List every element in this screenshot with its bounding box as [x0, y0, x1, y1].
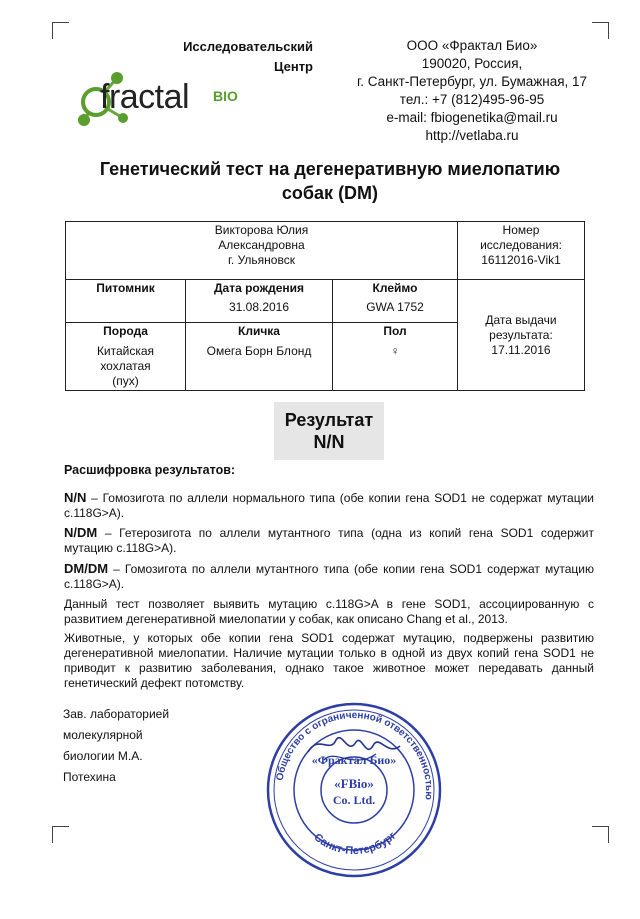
svg-text:«Фрактал Био»: «Фрактал Био» — [311, 753, 397, 767]
svg-text:Общество с ограниченной ответс: Общество с ограниченной ответственностью — [274, 709, 435, 801]
info-table — [65, 221, 585, 391]
corner-mark — [592, 826, 609, 843]
study-number-cell: Номер исследования: 16112016-Vik1 — [458, 222, 585, 280]
address-street: г. Санкт-Петербург, ул. Бумажная, 17 — [356, 74, 588, 89]
result-value: N/N — [313, 432, 345, 452]
research-center-label: Исследовательский Центр — [183, 39, 313, 74]
decode-paragraph-2: Животные, у которых обе копии гена SOD1 содержат мутацию, подвержены развитию дегенеративной миелопатии. Наличие мутации только в одной из двух копий гена SOD1 не приводит к развитию заболевания, однако такое животное может передавать данный генетический дефект потомству. — [64, 631, 594, 690]
brand-cell: Клеймо GWA 1752 — [333, 280, 458, 323]
issue-date-cell: Дата выдачи результата: 17.11.2016 — [458, 280, 585, 391]
kennel-cell: Питомник — [66, 280, 186, 323]
decode-item-nn: N/N – Гомозигота по аллели нормального типа (обе копии гена SOD1 не содержат мутации c.118G>A). — [64, 490, 594, 520]
page-title: Генетический тест на дегенеративную миелопатию собак (DM) — [99, 159, 561, 203]
company-address — [322, 37, 622, 145]
result-label: Результат — [284, 410, 374, 430]
svg-text:Санкт-Петербург: Санкт-Петербург — [311, 829, 399, 858]
svg-text:Co. Ltd.: Co. Ltd. — [332, 793, 376, 807]
table-row — [66, 280, 585, 323]
website: http://vetlaba.ru — [425, 128, 519, 143]
birth-date-cell: Дата рождения 31.08.2016 — [186, 280, 333, 323]
decode-paragraph-1: Данный тест позволяет выявить мутацию c.118G>A в гене SOD1, ассоциированную с развитием дегенеративной миелопатии у собак, как описано Chang et al., 2013. — [64, 597, 594, 626]
address-postcode: 190020, Россия, — [421, 56, 523, 71]
stamp-seal-icon — [264, 700, 444, 880]
corner-mark — [52, 826, 69, 843]
svg-text:«FBio»: «FBio» — [334, 776, 374, 791]
owner-cell: Викторова Юлия Александровна г. Ульяновск — [66, 222, 458, 280]
decode-item-ndm: N/DM – Гетерозигота по аллели мутантного типа (одна из копий гена SOD1 содержит мутацию c.118G>A). — [64, 525, 594, 555]
sex-cell: Пол ♀ — [333, 323, 458, 391]
breed-cell: Порода Китайская хохлатая (пух) — [66, 323, 186, 391]
decode-item-dmdm: DM/DM – Гомозигота по аллели мутантного типа (обе копии гена SOD1 содержат мутацию c.118G>A). — [64, 561, 594, 591]
company-name: ООО «Фрактал Био» — [406, 38, 538, 53]
corner-mark — [52, 22, 69, 39]
email: e-mail: fbiogenetika@mail.ru — [386, 110, 558, 125]
company-stamp — [264, 700, 444, 880]
logo-wordmark: fractal — [100, 78, 190, 116]
female-icon: ♀ — [390, 344, 400, 358]
phone: тел.: +7 (812)495-96-95 — [399, 92, 545, 107]
table-row — [66, 222, 585, 280]
decode-heading: Расшифровка результатов: — [64, 463, 236, 477]
result-box — [274, 402, 384, 460]
signature-block: Зав. лабораторией молекулярной биологии М.А. Потехина — [63, 707, 170, 784]
logo-bio-suffix: BIO — [213, 88, 238, 104]
nickname-cell: Кличка Омега Борн Блонд — [186, 323, 333, 391]
